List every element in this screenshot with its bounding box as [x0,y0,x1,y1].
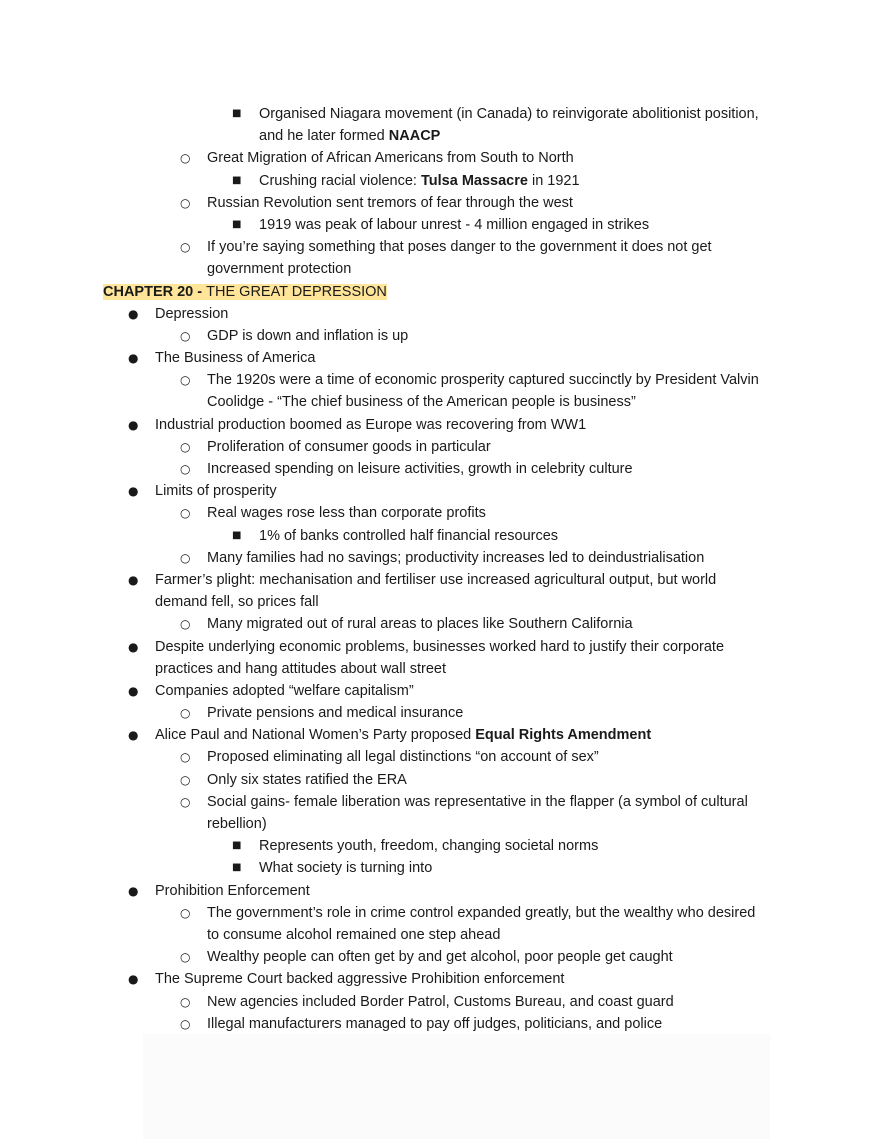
text-run: New agencies included Border Patrol, Customs Bureau, and coast guard [207,993,674,1010]
list-item-continuation [0,591,880,613]
text-run: Industrial production boomed as Europe was recovering from WW1 [155,416,587,433]
text-run: Many migrated out of rural areas to places like Southern California [207,616,633,633]
list-item-l2 [0,746,880,768]
list-item-l2 [0,236,880,258]
list-item-l1 [0,724,880,746]
list-item-text [259,103,759,125]
list-item-text [155,303,228,325]
list-item-text [155,347,315,369]
text-run: Depression [155,305,229,322]
text-run: government protection [207,261,352,278]
bullet-icon: ● [128,883,139,898]
list-item-continuation [0,258,880,280]
bullet-icon: ■ [232,174,242,186]
text-run: Farmer’s plight: mechanisation and fertiliser use increased agricultural output, but world [155,571,717,588]
list-item-l2 [0,991,880,1013]
text-run: Private pensions and medical insurance [207,705,464,722]
list-item-text [207,436,491,458]
text-run: The Business of America [155,350,316,367]
list-item-l3 [0,857,880,879]
bullet-icon: ○ [180,462,191,476]
text-run: Crushing racial violence: [259,172,421,189]
list-item-text [207,791,748,813]
list-item-l3 [0,170,880,192]
bullet-icon: ○ [180,950,191,965]
bullet-icon: ○ [180,439,191,454]
list-item-text [155,968,564,990]
list-item-l2 [0,325,880,347]
bullet-icon: ○ [180,750,191,765]
list-item-continuation [0,924,880,946]
text-run: Limits of prosperity [155,483,277,500]
list-item-l3 [0,525,880,547]
bullet-icon: ■ [232,218,242,230]
list-item-l2 [0,702,880,724]
list-item-text [207,192,573,214]
list-item-l3 [0,103,880,125]
list-item-text [207,369,759,391]
list-item-l2 [0,458,880,480]
list-item-text [259,170,580,192]
bullet-icon: ○ [180,994,191,1009]
list-item-l1 [0,880,880,902]
list-item-l1 [0,636,880,658]
bullet-icon: ○ [180,772,191,787]
list-item-text [155,414,586,436]
list-item-l1 [0,347,880,369]
list-item-text [259,525,558,547]
bullet-icon: ■ [232,108,242,119]
text-run: The 1920s were a time of economic prosperity captured succinctly by President Valvin [207,372,759,389]
list-item-continuation [0,658,880,680]
text-run: Wealthy people can often get by and get alcohol, poor people get caught [207,949,673,966]
list-item-text [259,857,432,879]
text-run: Proliferation of consumer goods in particular [207,438,491,455]
text-run: THE GREAT DEPRESSION [206,283,387,300]
text-run: If you’re saying something that poses danger to the government it does not get [207,239,712,256]
list-item-text [207,613,633,635]
text-run: practices and hang attitudes about wall street [155,660,446,677]
bullet-icon: ● [128,972,139,987]
list-item-l1 [0,303,880,325]
text-run: Illegal manufacturers managed to pay off judges, politicians, and police [207,1015,663,1032]
list-item-l2 [0,613,880,635]
list-item-l1 [0,569,880,591]
list-item-continuation [0,813,880,835]
list-item-text [259,125,440,147]
list-item-text [207,769,407,791]
list-item-l2 [0,547,880,569]
text-run: 1919 was peak of labour unrest - 4 million engaged in strikes [259,216,650,233]
list-item-text [207,325,408,347]
list-item-text [207,991,674,1013]
bullet-icon: ○ [180,373,191,388]
list-item-text [155,724,651,746]
text-run: in 1921 [527,172,580,189]
list-item-text [207,258,351,280]
list-item-text [207,458,633,480]
list-item-l2 [0,369,880,391]
bullet-icon: ● [128,417,139,432]
bullet-icon: ○ [180,550,191,565]
text-run: Prohibition Enforcement [155,882,310,899]
list-item-text [207,702,463,724]
bullet-icon: ● [128,639,139,654]
list-item-l2 [0,502,880,524]
bullet-icon: ○ [180,794,191,809]
list-item-text [207,502,486,524]
list-item-text [207,391,636,413]
bullet-icon: ● [128,683,139,698]
chapter-heading [0,281,880,303]
bullet-icon: ○ [180,328,191,343]
bullet-icon: ■ [232,862,242,874]
bullet-icon: ○ [180,617,191,632]
bullet-icon: ■ [232,529,242,541]
list-item-text [259,835,598,857]
list-item-text [155,636,724,658]
text-run: and he later formed [259,128,389,145]
text-run: rebellion) [207,816,267,832]
list-item-text [155,880,310,902]
list-item-text [259,214,649,236]
text-run: The Supreme Court backed aggressive Prohibition enforcement [155,971,565,988]
text-run: Coolidge - “The chief business of the American people is business” [207,394,636,411]
page-shading [143,1034,770,1139]
list-item-text [207,924,500,946]
bullet-icon: ○ [180,706,191,721]
text-run: Social gains- female liberation was representative in the flapper (a symbol of cultural [207,793,748,810]
text-run: Represents youth, freedom, changing societal norms [259,838,599,855]
text-run: Increased spending on leisure activities, growth in celebrity culture [207,461,633,477]
bullet-icon: ● [128,572,139,587]
list-item-text [155,480,277,502]
list-item-l2 [0,946,880,968]
list-item-text [155,591,319,613]
bold-text: Equal Rights Amendment [475,727,652,744]
list-item-l2 [0,1013,880,1035]
text-run: 1% of banks controlled half financial resources [259,527,559,544]
list-item-l1 [0,968,880,990]
list-item-l2 [0,436,880,458]
list-item-l2 [0,192,880,214]
bullet-icon: ○ [180,905,191,920]
bullet-icon: ○ [180,1016,191,1031]
text-run: Organised Niagara movement (in Canada) to reinvigorate abolitionist position, [259,106,759,122]
list-item-l1 [0,414,880,436]
bullet-icon: ○ [180,151,191,166]
list-item-text [207,946,673,968]
list-item-text [207,147,574,169]
bullet-icon: ■ [232,840,242,852]
list-item-l1 [0,480,880,502]
text-run: demand fell, so prices fall [155,594,319,611]
list-item-l3 [0,835,880,857]
list-item-l2 [0,791,880,813]
text-run: GDP is down and inflation is up [207,327,409,344]
bullet-icon: ● [128,306,139,321]
list-item-text [103,281,387,303]
bullet-icon: ○ [180,195,191,210]
list-item-text [207,813,267,835]
text-run: Great Migration of African Americans from South to North [207,150,574,167]
bullet-icon: ● [128,484,139,499]
list-item-text [207,746,599,768]
list-item-text [207,236,712,258]
bullet-icon: ○ [180,506,191,521]
list-item-l2 [0,902,880,924]
notes-content [0,103,880,1035]
text-run: What society is turning into [259,860,433,877]
list-item-l1 [0,680,880,702]
bold-text: Tulsa Massacre [421,172,528,189]
list-item-l3 [0,214,880,236]
list-item-text [207,547,704,569]
list-item-text [207,902,755,924]
list-item-l2 [0,147,880,169]
text-run: Only six states ratified the ERA [207,771,407,788]
text-run: Despite underlying economic problems, businesses worked hard to justify their corporate [155,638,725,655]
list-item-text [155,680,414,702]
text-run: Alice Paul and National Women’s Party proposed [155,727,476,744]
list-item-l2 [0,769,880,791]
list-item-continuation [0,125,880,147]
text-run: Russian Revolution sent tremors of fear through the west [207,194,573,211]
text-run: Many families had no savings; productivity increases led to deindustrialisation [207,549,705,566]
text-run: to consume alcohol remained one step ahead [207,926,501,943]
bold-text: NAACP [388,128,441,145]
bullet-icon: ● [128,728,139,743]
text-run: Companies adopted “welfare capitalism” [155,682,414,699]
text-run: The government’s role in crime control expanded greatly, but the wealthy who desired [207,904,756,921]
bullet-icon: ○ [180,240,191,255]
bold-text: CHAPTER 20 - [103,283,207,300]
list-item-text [155,658,446,680]
list-item-text [155,569,716,591]
bullet-icon: ● [128,351,139,366]
text-run: Real wages rose less than corporate profits [207,505,486,522]
list-item-continuation [0,391,880,413]
list-item-text [207,1013,662,1035]
text-run: Proposed eliminating all legal distinctions “on account of sex” [207,749,599,766]
